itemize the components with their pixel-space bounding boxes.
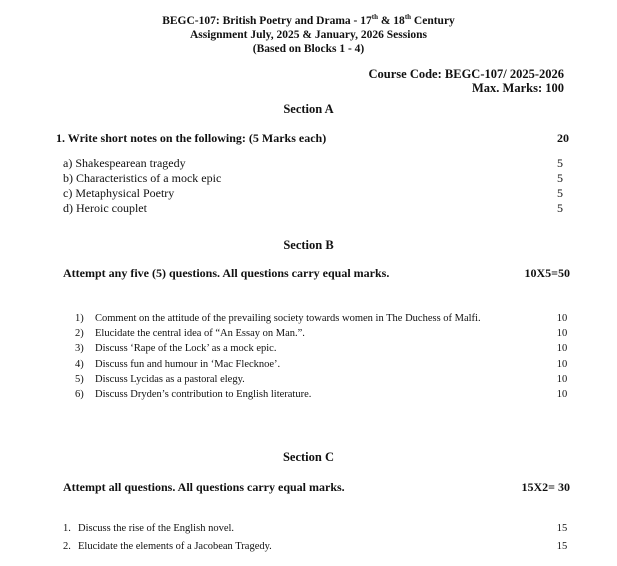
list-item: d) Heroic couplet [63,201,147,215]
list-item: b) Characteristics of a mock epic [63,171,222,185]
list-item-number: 1) [75,313,84,324]
item-marks: 15 [556,523,568,534]
item-marks: 5 [557,186,563,200]
list-item-number: 2) [75,328,84,339]
list-item: Discuss ‘Rape of the Lock’ as a mock epic. [95,343,277,354]
section-c-title: Section C [282,450,335,464]
item-marks: 10 [556,313,568,324]
item-marks: 15 [556,541,568,552]
item-marks: 5 [557,201,563,215]
list-item: Elucidate the elements of a Jacobean Tragedy. [78,541,272,552]
section-a-question: 1. Write short notes on the following: (5 Marks each) [56,131,327,145]
list-item: Discuss Lycidas as a pastoral elegy. [95,374,245,385]
list-item: Discuss the rise of the English novel. [78,523,235,534]
list-item-number: 5) [75,374,84,385]
blocks-note: (Based on Blocks 1 - 4) [252,43,365,55]
item-marks: 10 [556,374,568,385]
section-a-title: Section A [283,102,334,116]
list-item-number: 3) [75,343,84,354]
list-item-number: 4) [75,359,84,370]
item-marks: 5 [557,171,563,185]
list-item: Comment on the attitude of the prevailing society towards women in The Duchess of Malfi. [95,313,481,324]
document-title: BEGC-107: British Poetry and Drama - 17th & 18th Century [162,13,455,27]
item-marks: 10 [556,328,568,339]
list-item: c) Metaphysical Poetry [63,186,175,200]
list-item: Elucidate the central idea of “An Essay on Man.”. [95,328,305,339]
section-b-instruction: Attempt any five (5) questions. All questions carry equal marks. [63,266,390,280]
item-marks: 10 [556,389,568,400]
item-marks: 10 [556,343,568,354]
section-b-title: Section B [283,238,334,252]
list-item: a) Shakespearean tragedy [63,156,186,170]
list-item-number: 1. [63,523,71,534]
item-marks: 10 [556,359,568,370]
section-c-instruction: Attempt all questions. All questions carry equal marks. [63,480,345,494]
list-item-number: 2. [63,541,71,552]
list-item: Discuss fun and humour in ‘Mac Flecknoe’. [95,359,281,370]
assignment-sessions: Assignment July, 2025 & January, 2026 Sessions [189,29,428,41]
max-marks: Max. Marks: 100 [472,81,564,95]
section-b-total: 10X5=50 [524,266,570,280]
item-marks: 5 [557,156,563,170]
section-a-total: 20 [557,131,569,145]
list-item: Discuss Dryden’s contribution to English literature. [95,389,312,400]
section-c-total: 15X2= 30 [521,480,570,494]
list-item-number: 6) [75,389,84,400]
course-code: Course Code: BEGC-107/ 2025-2026 [368,67,564,81]
